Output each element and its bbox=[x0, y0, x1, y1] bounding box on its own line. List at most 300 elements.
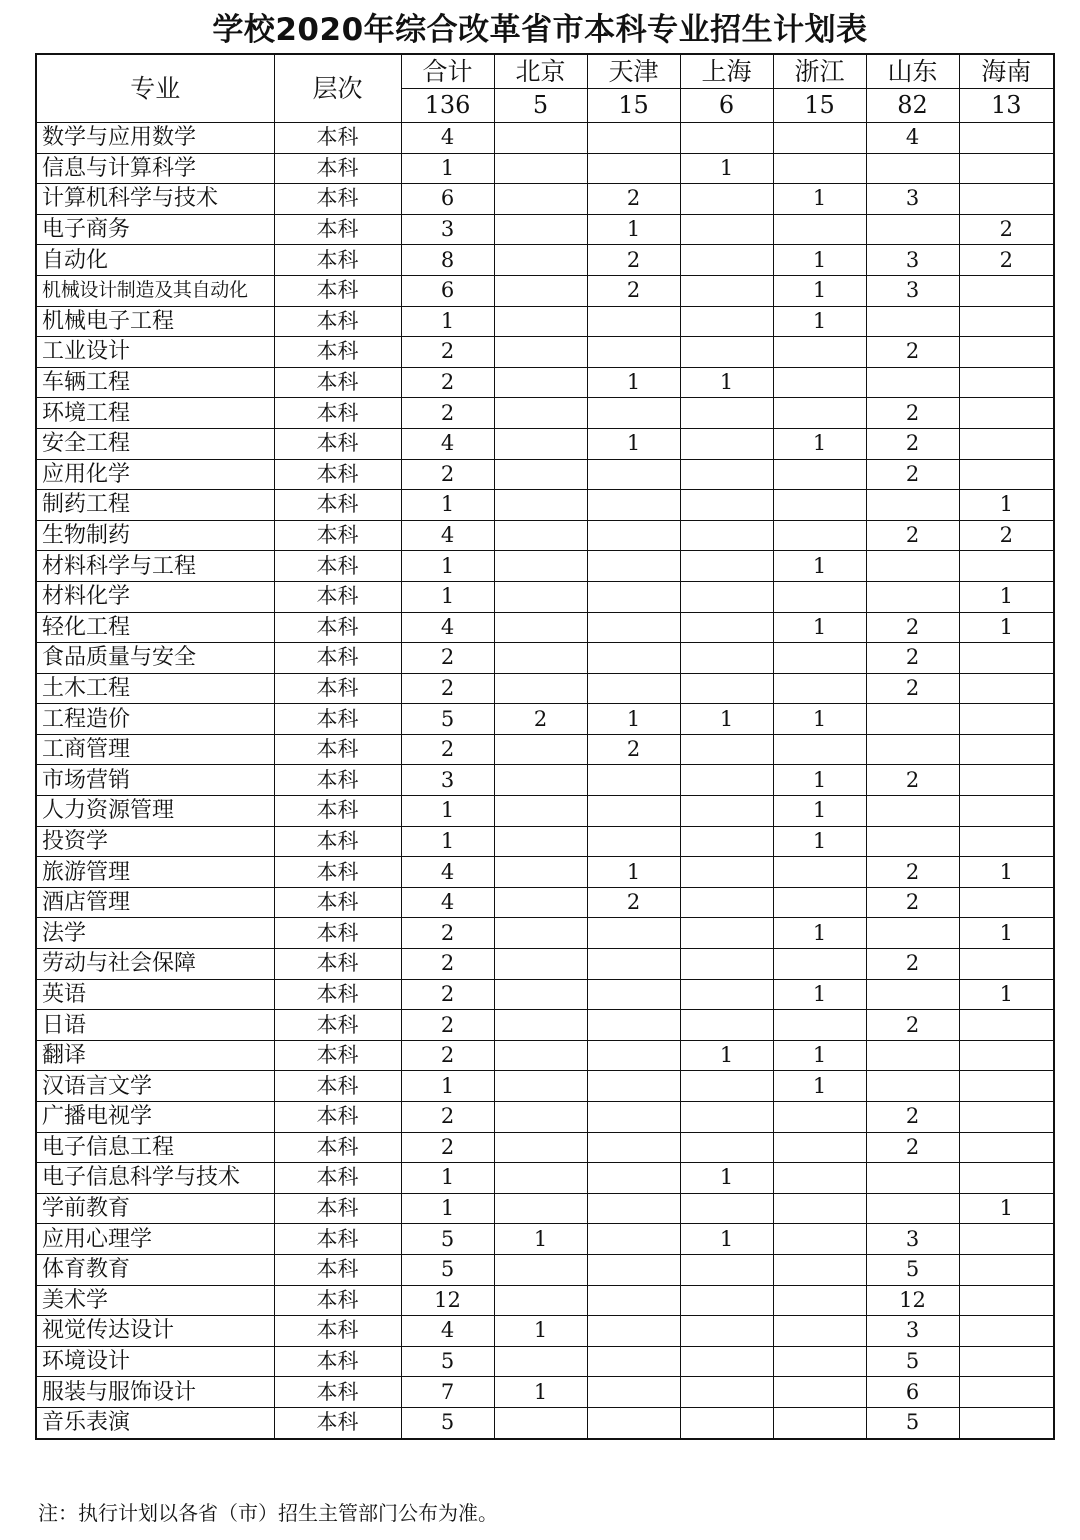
count-cell-shandong: 4 bbox=[866, 123, 959, 154]
count-cell-tianjin bbox=[587, 643, 680, 674]
count-cell-zhejiang: 1 bbox=[773, 979, 866, 1010]
count-cell-shanghai bbox=[680, 123, 773, 154]
count-cell-hainan: 1 bbox=[959, 490, 1054, 521]
count-cell-beijing bbox=[494, 520, 587, 551]
major-name-cell: 自动化 bbox=[36, 245, 274, 276]
major-name-cell: 材料化学 bbox=[36, 581, 274, 612]
page-title: 学校2020年综合改革省市本科专业招生计划表 bbox=[212, 12, 868, 48]
level-cell: 本科 bbox=[274, 1010, 401, 1041]
count-cell-tianjin bbox=[587, 459, 680, 490]
table-row bbox=[36, 398, 1054, 429]
count-cell-beijing bbox=[494, 459, 587, 490]
count-cell-zhejiang: 1 bbox=[773, 796, 866, 827]
level-cell: 本科 bbox=[274, 1316, 401, 1347]
count-cell-zhejiang: 1 bbox=[773, 184, 866, 215]
count-cell-shandong bbox=[866, 734, 959, 765]
count-cell-zhejiang bbox=[773, 1407, 866, 1438]
count-cell-shanghai bbox=[680, 734, 773, 765]
count-cell-shanghai bbox=[680, 337, 773, 368]
level-cell: 本科 bbox=[274, 1285, 401, 1316]
count-cell-tianjin bbox=[587, 918, 680, 949]
count-cell-tianjin bbox=[587, 1316, 680, 1347]
count-cell-zhejiang bbox=[773, 1163, 866, 1194]
major-name-cell: 学前教育 bbox=[36, 1193, 274, 1224]
count-cell-shanghai: 1 bbox=[680, 153, 773, 184]
major-name-cell: 安全工程 bbox=[36, 428, 274, 459]
count-cell-zhejiang bbox=[773, 643, 866, 674]
major-name-cell: 材料科学与工程 bbox=[36, 551, 274, 582]
count-cell-total: 6 bbox=[401, 275, 494, 306]
count-cell-tianjin: 2 bbox=[587, 734, 680, 765]
count-cell-shandong: 5 bbox=[866, 1407, 959, 1438]
count-cell-shanghai bbox=[680, 1285, 773, 1316]
count-cell-total: 5 bbox=[401, 1224, 494, 1255]
count-cell-zhejiang: 1 bbox=[773, 275, 866, 306]
total-zhejiang: 15 bbox=[773, 89, 866, 123]
count-cell-zhejiang bbox=[773, 1316, 866, 1347]
count-cell-total: 1 bbox=[401, 153, 494, 184]
count-cell-hainan bbox=[959, 796, 1054, 827]
count-cell-total: 4 bbox=[401, 612, 494, 643]
level-cell: 本科 bbox=[274, 1163, 401, 1194]
count-cell-total: 1 bbox=[401, 551, 494, 582]
count-cell-total: 2 bbox=[401, 1010, 494, 1041]
count-cell-hainan bbox=[959, 1102, 1054, 1133]
count-cell-tianjin bbox=[587, 796, 680, 827]
table-row bbox=[36, 153, 1054, 184]
count-cell-zhejiang bbox=[773, 1285, 866, 1316]
count-cell-beijing bbox=[494, 123, 587, 154]
major-name-cell: 土木工程 bbox=[36, 673, 274, 704]
count-cell-beijing bbox=[494, 1254, 587, 1285]
count-cell-total: 8 bbox=[401, 245, 494, 276]
major-name-cell: 机械设计制造及其自动化 bbox=[36, 275, 274, 306]
count-cell-beijing bbox=[494, 643, 587, 674]
count-cell-beijing bbox=[494, 826, 587, 857]
count-cell-beijing bbox=[494, 398, 587, 429]
count-cell-hainan: 1 bbox=[959, 581, 1054, 612]
count-cell-hainan bbox=[959, 428, 1054, 459]
count-cell-total: 4 bbox=[401, 520, 494, 551]
count-cell-hainan bbox=[959, 1254, 1054, 1285]
count-cell-zhejiang bbox=[773, 490, 866, 521]
major-name-cell: 车辆工程 bbox=[36, 367, 274, 398]
count-cell-shanghai bbox=[680, 1071, 773, 1102]
count-cell-hainan bbox=[959, 1224, 1054, 1255]
count-cell-hainan bbox=[959, 337, 1054, 368]
count-cell-tianjin bbox=[587, 1040, 680, 1071]
count-cell-zhejiang: 1 bbox=[773, 428, 866, 459]
count-cell-tianjin bbox=[587, 1163, 680, 1194]
level-cell: 本科 bbox=[274, 123, 401, 154]
count-cell-total: 4 bbox=[401, 857, 494, 888]
count-cell-total: 1 bbox=[401, 1071, 494, 1102]
level-cell: 本科 bbox=[274, 612, 401, 643]
table-row bbox=[36, 551, 1054, 582]
count-cell-hainan: 2 bbox=[959, 214, 1054, 245]
count-cell-shanghai bbox=[680, 428, 773, 459]
count-cell-total: 2 bbox=[401, 367, 494, 398]
count-cell-hainan: 1 bbox=[959, 612, 1054, 643]
count-cell-shanghai bbox=[680, 1132, 773, 1163]
count-cell-total: 1 bbox=[401, 581, 494, 612]
count-cell-total: 7 bbox=[401, 1377, 494, 1408]
count-cell-zhejiang: 1 bbox=[773, 1071, 866, 1102]
header-row bbox=[36, 54, 1054, 89]
count-cell-hainan: 1 bbox=[959, 1193, 1054, 1224]
count-cell-shandong bbox=[866, 1163, 959, 1194]
count-cell-shandong: 2 bbox=[866, 765, 959, 796]
count-cell-hainan bbox=[959, 1071, 1054, 1102]
count-cell-hainan bbox=[959, 306, 1054, 337]
count-cell-beijing bbox=[494, 796, 587, 827]
count-cell-hainan bbox=[959, 643, 1054, 674]
table-row bbox=[36, 887, 1054, 918]
table-row bbox=[36, 1377, 1054, 1408]
table-row bbox=[36, 734, 1054, 765]
table-row bbox=[36, 1285, 1054, 1316]
count-cell-shanghai bbox=[680, 245, 773, 276]
count-cell-total: 2 bbox=[401, 337, 494, 368]
table-row bbox=[36, 1163, 1054, 1194]
count-cell-zhejiang bbox=[773, 734, 866, 765]
count-cell-total: 1 bbox=[401, 1193, 494, 1224]
major-name-cell: 音乐表演 bbox=[36, 1407, 274, 1438]
major-name-cell: 信息与计算科学 bbox=[36, 153, 274, 184]
count-cell-shanghai bbox=[680, 1316, 773, 1347]
level-cell: 本科 bbox=[274, 1071, 401, 1102]
count-cell-hainan bbox=[959, 734, 1054, 765]
count-cell-tianjin bbox=[587, 949, 680, 980]
count-cell-zhejiang bbox=[773, 1010, 866, 1041]
level-cell: 本科 bbox=[274, 551, 401, 582]
table-row bbox=[36, 581, 1054, 612]
count-cell-zhejiang bbox=[773, 153, 866, 184]
count-cell-tianjin bbox=[587, 979, 680, 1010]
count-cell-beijing bbox=[494, 337, 587, 368]
count-cell-tianjin: 2 bbox=[587, 887, 680, 918]
column-header-hainan: 海南 bbox=[959, 54, 1054, 89]
level-cell: 本科 bbox=[274, 857, 401, 888]
count-cell-shanghai: 1 bbox=[680, 367, 773, 398]
level-cell: 本科 bbox=[274, 398, 401, 429]
major-name-cell: 机械电子工程 bbox=[36, 306, 274, 337]
count-cell-beijing bbox=[494, 1163, 587, 1194]
count-cell-total: 1 bbox=[401, 826, 494, 857]
level-cell: 本科 bbox=[274, 1102, 401, 1133]
count-cell-zhejiang bbox=[773, 1254, 866, 1285]
count-cell-hainan bbox=[959, 1407, 1054, 1438]
count-cell-total: 2 bbox=[401, 398, 494, 429]
count-cell-zhejiang bbox=[773, 367, 866, 398]
count-cell-total: 2 bbox=[401, 673, 494, 704]
count-cell-tianjin bbox=[587, 1285, 680, 1316]
level-cell: 本科 bbox=[274, 214, 401, 245]
count-cell-beijing bbox=[494, 857, 587, 888]
table-row bbox=[36, 826, 1054, 857]
table-row bbox=[36, 520, 1054, 551]
count-cell-total: 2 bbox=[401, 643, 494, 674]
major-name-cell: 电子信息工程 bbox=[36, 1132, 274, 1163]
count-cell-shandong: 2 bbox=[866, 520, 959, 551]
count-cell-shanghai bbox=[680, 612, 773, 643]
table-row bbox=[36, 1010, 1054, 1041]
count-cell-shandong: 2 bbox=[866, 398, 959, 429]
major-name-cell: 应用心理学 bbox=[36, 1224, 274, 1255]
count-cell-tianjin bbox=[587, 1010, 680, 1041]
level-cell: 本科 bbox=[274, 153, 401, 184]
count-cell-beijing bbox=[494, 918, 587, 949]
level-cell: 本科 bbox=[274, 459, 401, 490]
major-name-cell: 投资学 bbox=[36, 826, 274, 857]
count-cell-beijing bbox=[494, 428, 587, 459]
count-cell-tianjin bbox=[587, 673, 680, 704]
count-cell-shandong: 2 bbox=[866, 337, 959, 368]
count-cell-shandong: 2 bbox=[866, 1132, 959, 1163]
count-cell-total: 2 bbox=[401, 1132, 494, 1163]
count-cell-hainan bbox=[959, 123, 1054, 154]
count-cell-beijing bbox=[494, 275, 587, 306]
count-cell-zhejiang: 1 bbox=[773, 306, 866, 337]
count-cell-shandong: 2 bbox=[866, 643, 959, 674]
count-cell-hainan bbox=[959, 153, 1054, 184]
count-cell-total: 2 bbox=[401, 1102, 494, 1133]
count-cell-total: 2 bbox=[401, 979, 494, 1010]
count-cell-tianjin bbox=[587, 398, 680, 429]
count-cell-beijing: 1 bbox=[494, 1316, 587, 1347]
level-cell: 本科 bbox=[274, 887, 401, 918]
count-cell-shandong bbox=[866, 1071, 959, 1102]
count-cell-hainan bbox=[959, 704, 1054, 735]
count-cell-total: 5 bbox=[401, 1407, 494, 1438]
major-name-cell: 环境工程 bbox=[36, 398, 274, 429]
level-cell: 本科 bbox=[274, 1132, 401, 1163]
count-cell-zhejiang: 1 bbox=[773, 612, 866, 643]
major-name-cell: 英语 bbox=[36, 979, 274, 1010]
count-cell-hainan: 1 bbox=[959, 918, 1054, 949]
count-cell-shanghai bbox=[680, 490, 773, 521]
count-cell-shandong: 5 bbox=[866, 1254, 959, 1285]
count-cell-zhejiang: 1 bbox=[773, 245, 866, 276]
count-cell-total: 4 bbox=[401, 1316, 494, 1347]
major-name-cell: 翻译 bbox=[36, 1040, 274, 1071]
count-cell-shandong: 3 bbox=[866, 275, 959, 306]
column-header-tianjin: 天津 bbox=[587, 54, 680, 89]
count-cell-total: 5 bbox=[401, 1346, 494, 1377]
major-name-cell: 服装与服饰设计 bbox=[36, 1377, 274, 1408]
count-cell-shandong: 2 bbox=[866, 857, 959, 888]
major-name-cell: 应用化学 bbox=[36, 459, 274, 490]
table-row bbox=[36, 765, 1054, 796]
count-cell-shandong: 3 bbox=[866, 245, 959, 276]
count-cell-zhejiang bbox=[773, 520, 866, 551]
count-cell-beijing bbox=[494, 184, 587, 215]
level-cell: 本科 bbox=[274, 275, 401, 306]
count-cell-shanghai: 1 bbox=[680, 1224, 773, 1255]
count-cell-total: 12 bbox=[401, 1285, 494, 1316]
total-shandong: 82 bbox=[866, 89, 959, 123]
table-row bbox=[36, 459, 1054, 490]
table-row bbox=[36, 704, 1054, 735]
count-cell-total: 1 bbox=[401, 796, 494, 827]
table-row bbox=[36, 918, 1054, 949]
count-cell-shandong: 3 bbox=[866, 1224, 959, 1255]
count-cell-shanghai bbox=[680, 1407, 773, 1438]
count-cell-shandong bbox=[866, 979, 959, 1010]
table-row bbox=[36, 1071, 1054, 1102]
count-cell-shanghai bbox=[680, 306, 773, 337]
count-cell-tianjin bbox=[587, 1193, 680, 1224]
major-name-cell: 数学与应用数学 bbox=[36, 123, 274, 154]
count-cell-beijing: 2 bbox=[494, 704, 587, 735]
count-cell-shandong: 2 bbox=[866, 1010, 959, 1041]
count-cell-total: 2 bbox=[401, 734, 494, 765]
count-cell-shanghai bbox=[680, 520, 773, 551]
count-cell-hainan: 1 bbox=[959, 857, 1054, 888]
table-row bbox=[36, 1040, 1054, 1071]
count-cell-hainan bbox=[959, 184, 1054, 215]
table-row bbox=[36, 337, 1054, 368]
count-cell-beijing bbox=[494, 581, 587, 612]
count-cell-beijing bbox=[494, 734, 587, 765]
count-cell-total: 2 bbox=[401, 1040, 494, 1071]
count-cell-zhejiang: 1 bbox=[773, 551, 866, 582]
count-cell-beijing bbox=[494, 765, 587, 796]
count-cell-tianjin bbox=[587, 123, 680, 154]
level-cell: 本科 bbox=[274, 1193, 401, 1224]
count-cell-beijing bbox=[494, 1040, 587, 1071]
major-name-cell: 电子信息科学与技术 bbox=[36, 1163, 274, 1194]
count-cell-shanghai bbox=[680, 887, 773, 918]
major-name-cell: 食品质量与安全 bbox=[36, 643, 274, 674]
count-cell-hainan bbox=[959, 1163, 1054, 1194]
level-cell: 本科 bbox=[274, 765, 401, 796]
count-cell-beijing bbox=[494, 1193, 587, 1224]
count-cell-total: 4 bbox=[401, 123, 494, 154]
count-cell-total: 4 bbox=[401, 428, 494, 459]
count-cell-zhejiang bbox=[773, 459, 866, 490]
major-name-cell: 工业设计 bbox=[36, 337, 274, 368]
level-cell: 本科 bbox=[274, 306, 401, 337]
level-cell: 本科 bbox=[274, 1377, 401, 1408]
table-row bbox=[36, 184, 1054, 215]
count-cell-shanghai bbox=[680, 1346, 773, 1377]
count-cell-beijing bbox=[494, 1102, 587, 1133]
count-cell-hainan bbox=[959, 1346, 1054, 1377]
column-header-total: 合计 bbox=[401, 54, 494, 89]
count-cell-beijing bbox=[494, 949, 587, 980]
count-cell-shanghai bbox=[680, 979, 773, 1010]
count-cell-shanghai bbox=[680, 551, 773, 582]
major-name-cell: 日语 bbox=[36, 1010, 274, 1041]
count-cell-tianjin bbox=[587, 337, 680, 368]
column-header-zhejiang: 浙江 bbox=[773, 54, 866, 89]
count-cell-zhejiang bbox=[773, 1346, 866, 1377]
count-cell-shanghai bbox=[680, 643, 773, 674]
count-cell-beijing bbox=[494, 490, 587, 521]
count-cell-zhejiang: 1 bbox=[773, 765, 866, 796]
count-cell-tianjin: 2 bbox=[587, 275, 680, 306]
count-cell-total: 6 bbox=[401, 184, 494, 215]
count-cell-tianjin bbox=[587, 581, 680, 612]
table-row bbox=[36, 673, 1054, 704]
table-row bbox=[36, 1346, 1054, 1377]
count-cell-hainan bbox=[959, 1377, 1054, 1408]
count-cell-shanghai bbox=[680, 1010, 773, 1041]
count-cell-shanghai: 1 bbox=[680, 704, 773, 735]
count-cell-shanghai bbox=[680, 826, 773, 857]
table-row bbox=[36, 979, 1054, 1010]
table-row bbox=[36, 1132, 1054, 1163]
table-row bbox=[36, 1102, 1054, 1133]
enrollment-plan-table bbox=[35, 53, 1055, 1440]
level-cell: 本科 bbox=[274, 245, 401, 276]
count-cell-shanghai bbox=[680, 1377, 773, 1408]
count-cell-shandong bbox=[866, 826, 959, 857]
table-body bbox=[36, 123, 1054, 1439]
major-name-cell: 视觉传达设计 bbox=[36, 1316, 274, 1347]
count-cell-hainan: 2 bbox=[959, 520, 1054, 551]
count-cell-zhejiang bbox=[773, 1193, 866, 1224]
table-row bbox=[36, 1316, 1054, 1347]
major-name-cell: 轻化工程 bbox=[36, 612, 274, 643]
table-row bbox=[36, 275, 1054, 306]
count-cell-zhejiang bbox=[773, 123, 866, 154]
major-name-cell: 制药工程 bbox=[36, 490, 274, 521]
count-cell-hainan bbox=[959, 1316, 1054, 1347]
table-row bbox=[36, 1193, 1054, 1224]
count-cell-shanghai bbox=[680, 398, 773, 429]
count-cell-zhejiang: 1 bbox=[773, 918, 866, 949]
major-name-cell: 工程造价 bbox=[36, 704, 274, 735]
count-cell-beijing: 1 bbox=[494, 1224, 587, 1255]
table-row bbox=[36, 857, 1054, 888]
table-row bbox=[36, 245, 1054, 276]
level-cell: 本科 bbox=[274, 949, 401, 980]
major-name-cell: 劳动与社会保障 bbox=[36, 949, 274, 980]
count-cell-tianjin: 1 bbox=[587, 367, 680, 398]
count-cell-total: 4 bbox=[401, 887, 494, 918]
count-cell-shandong bbox=[866, 306, 959, 337]
count-cell-shandong bbox=[866, 1193, 959, 1224]
level-cell: 本科 bbox=[274, 581, 401, 612]
count-cell-hainan bbox=[959, 459, 1054, 490]
count-cell-tianjin bbox=[587, 551, 680, 582]
level-cell: 本科 bbox=[274, 428, 401, 459]
count-cell-tianjin bbox=[587, 612, 680, 643]
count-cell-shandong bbox=[866, 153, 959, 184]
count-cell-total: 5 bbox=[401, 1254, 494, 1285]
table-row bbox=[36, 428, 1054, 459]
count-cell-shandong: 2 bbox=[866, 1102, 959, 1133]
count-cell-tianjin bbox=[587, 1377, 680, 1408]
count-cell-shanghai bbox=[680, 765, 773, 796]
count-cell-hainan bbox=[959, 1132, 1054, 1163]
major-name-cell: 汉语言文学 bbox=[36, 1071, 274, 1102]
count-cell-beijing bbox=[494, 153, 587, 184]
count-cell-shandong: 12 bbox=[866, 1285, 959, 1316]
table-row bbox=[36, 367, 1054, 398]
level-cell: 本科 bbox=[274, 673, 401, 704]
level-cell: 本科 bbox=[274, 979, 401, 1010]
count-cell-total: 5 bbox=[401, 704, 494, 735]
column-header-shandong: 山东 bbox=[866, 54, 959, 89]
count-cell-tianjin bbox=[587, 306, 680, 337]
count-cell-tianjin bbox=[587, 1071, 680, 1102]
table-row bbox=[36, 306, 1054, 337]
count-cell-zhejiang bbox=[773, 1102, 866, 1133]
count-cell-beijing bbox=[494, 214, 587, 245]
